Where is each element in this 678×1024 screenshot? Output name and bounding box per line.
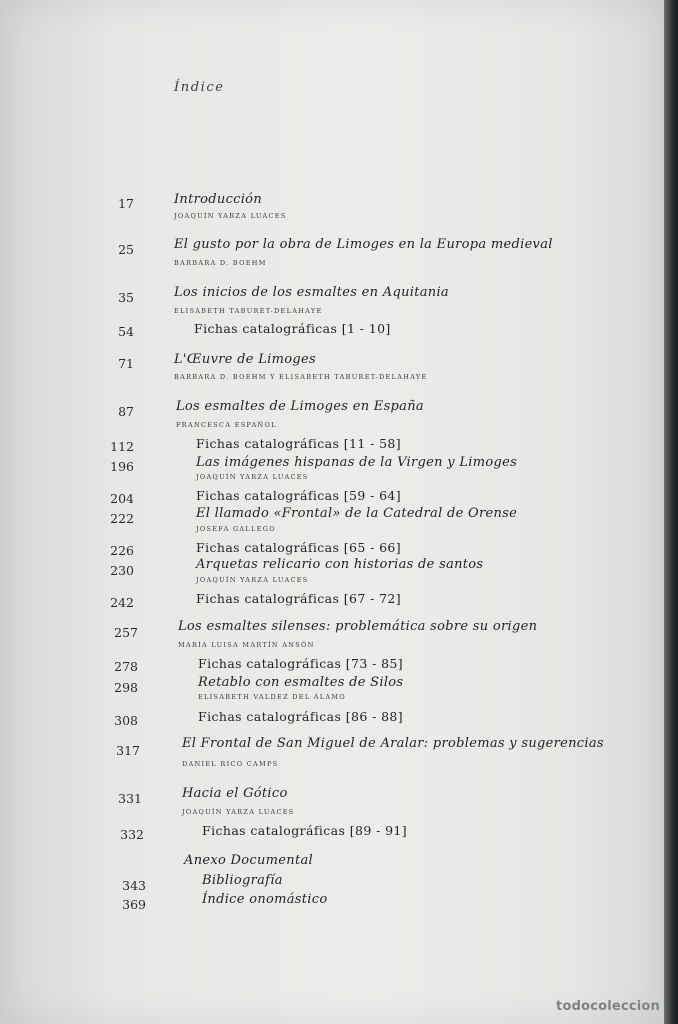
toc-page-number: 204 [110, 491, 134, 506]
toc-title: Los esmaltes silenses: problemática sobre su origen [178, 619, 538, 634]
toc-title: El llamado «Frontal» de la Catedral de Orense [196, 506, 518, 521]
toc-page-number: 308 [114, 713, 138, 728]
toc-page-number: 112 [110, 439, 134, 454]
toc-title: Los esmaltes de Limoges en España [176, 399, 424, 414]
toc-page-number: 17 [118, 196, 134, 211]
toc-title: Fichas catalográficas [59 - 64] [196, 488, 402, 503]
toc-title: Introducción [174, 192, 262, 207]
toc-page-number: 317 [116, 743, 140, 758]
toc-title: El Frontal de San Miguel de Aralar: problemas y sugerencias [182, 736, 604, 751]
toc-author: MARÍA LUISA MARTÍN ANSÓN [178, 641, 315, 649]
toc-author: ELISABETH VALDEZ DEL ÁLAMO [198, 693, 346, 701]
toc-page-number: 369 [122, 897, 146, 912]
toc-author: JOAQUÍN YARZA LUACES [196, 576, 309, 584]
toc-page-number: 343 [122, 878, 146, 893]
toc-author: JOAQUÍN YARZA LUACES [174, 212, 287, 220]
toc-title: Fichas catalográficas [1 - 10] [194, 321, 391, 336]
toc-page-number: 242 [110, 595, 134, 610]
toc-author: BARBARA D. BOEHM Y ELISABETH TABURET-DELAHAYE [174, 373, 428, 381]
toc-title: Anexo Documental [184, 853, 313, 868]
watermark-text: todocoleccion [556, 999, 660, 1014]
toc-page-number: 87 [118, 404, 134, 419]
toc-page-number: 332 [120, 827, 144, 842]
toc-page-number: 226 [110, 543, 134, 558]
toc-title: Fichas catalográficas [73 - 85] [198, 656, 404, 671]
toc-title: Fichas catalográficas [89 - 91] [202, 823, 408, 838]
toc-title: Arquetas relicario con historias de santos [196, 557, 484, 572]
toc-author: JOAQUÍN YARZA LUACES [196, 473, 309, 481]
toc-page-number: 71 [118, 356, 134, 371]
toc-title: Bibliografía [202, 873, 283, 888]
toc-page-number: 196 [110, 459, 134, 474]
toc-author: ELISABETH TABURET-DELAHAYE [174, 307, 323, 315]
toc-title: Fichas catalográficas [11 - 58] [196, 436, 402, 451]
toc-page-number: 230 [110, 563, 134, 578]
toc-title: Los inicios de los esmaltes en Aquitania [174, 285, 449, 300]
toc-title: Fichas catalográficas [67 - 72] [196, 591, 402, 606]
toc-page-number: 298 [114, 680, 138, 695]
toc-title: Índice onomástico [202, 892, 328, 907]
toc-title: Las imágenes hispanas de la Virgen y Limoges [196, 455, 518, 470]
toc-page-number: 222 [110, 511, 134, 526]
toc-title: Hacia el Gótico [182, 786, 288, 801]
toc-author: DANIEL RICO CAMPS [182, 760, 279, 768]
page-title: Índice [174, 80, 225, 95]
toc-author: JOSEFA GALLEGO [196, 525, 276, 533]
toc-title: Retablo con esmaltes de Silos [198, 675, 404, 690]
toc-author: FRANCESCA ESPAÑOL [176, 421, 277, 429]
toc-title: L'Œuvre de Limoges [174, 352, 316, 367]
toc-page-number: 25 [118, 242, 134, 257]
toc-page-number: 54 [118, 324, 134, 339]
toc-title: Fichas catalográficas [86 - 88] [198, 709, 404, 724]
page-edge-shadow [664, 0, 678, 1024]
toc-page-number: 257 [114, 625, 138, 640]
toc-author: BARBARA D. BOEHM [174, 259, 267, 267]
toc-author: JOAQUÍN YARZA LUACES [182, 808, 295, 816]
toc-page-number: 278 [114, 659, 138, 674]
toc-page-number: 35 [118, 290, 134, 305]
toc-page-number: 331 [118, 791, 142, 806]
toc-title: El gusto por la obra de Limoges en la Europa medieval [174, 237, 553, 252]
toc-title: Fichas catalográficas [65 - 66] [196, 540, 402, 555]
